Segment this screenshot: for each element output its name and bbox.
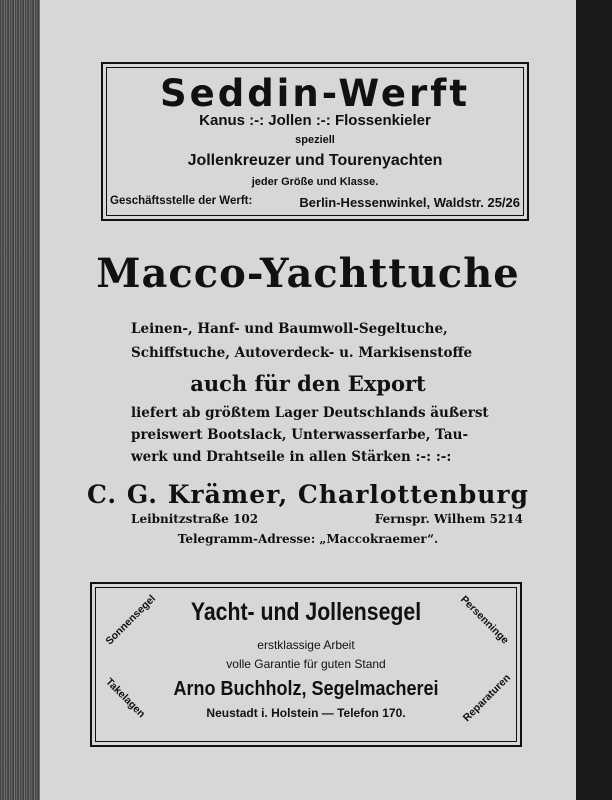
seddin-sizes: jeder Größe und Klasse. xyxy=(251,176,379,188)
macco-firm: C. G. Krämer, Charlottenburg xyxy=(86,480,530,509)
seddin-werft-ad xyxy=(101,62,529,221)
macco-line-5: preiswert Bootslack, Unterwasserfarbe, Tau- xyxy=(131,427,469,443)
seddin-specialty: Jollenkreuzer und Tourenyachten xyxy=(187,152,443,169)
macco-title: Macco-Yachttuche xyxy=(96,250,520,297)
macco-phone: Fernspr. Wilhem 5214 xyxy=(374,512,523,526)
macco-line-4: liefert ab größtem Lager Deutschlands äußerst xyxy=(131,405,489,421)
seddin-title: Seddin-Werft xyxy=(159,72,471,115)
seddin-boat-types: Kanus :-: Jollen :-: Flossenkieler xyxy=(199,112,431,129)
buchholz-guarantee: volle Garantie für guten Stand xyxy=(226,657,386,671)
seddin-speziell: speziell xyxy=(295,134,335,146)
buchholz-address: Neustadt i. Holstein — Telefon 170. xyxy=(206,706,406,720)
macco-line-2: Schiffstuche, Autoverdeck- u. Markisenstoffe xyxy=(131,345,473,361)
macco-line-1: Leinen-, Hanf- und Baumwoll-Segeltuche, xyxy=(131,321,448,337)
buchholz-quality: erstklassige Arbeit xyxy=(257,638,355,652)
macco-address: Leibnitzstraße 102 xyxy=(131,512,259,526)
corner-persenninge: Persenninge xyxy=(457,593,512,647)
corner-sonnensegel: Sonnensegel xyxy=(103,592,159,648)
seddin-address: Berlin-Hessenwinkel, Waldstr. 25/26 xyxy=(299,195,520,210)
book-page-edges xyxy=(0,0,44,800)
book-spine xyxy=(576,0,612,800)
macco-line-6: werk und Drahtseile in allen Stärken :-: :-: xyxy=(131,449,452,465)
buchholz-title: Yacht- und Jollensegel xyxy=(190,598,422,626)
buchholz-firm: Arno Buchholz, Segelmacherei xyxy=(173,678,439,700)
corner-reparaturen: Reparaturen xyxy=(460,671,514,725)
buchholz-ad xyxy=(90,582,522,747)
macco-telegram: Telegramm-Adresse: „Maccokraemer“. xyxy=(177,532,439,546)
seddin-office-label: Geschäftsstelle der Werft: xyxy=(110,195,253,207)
macco-export: auch für den Export xyxy=(190,371,426,396)
corner-takelagen: Takelagen xyxy=(103,675,148,721)
page xyxy=(40,0,576,800)
